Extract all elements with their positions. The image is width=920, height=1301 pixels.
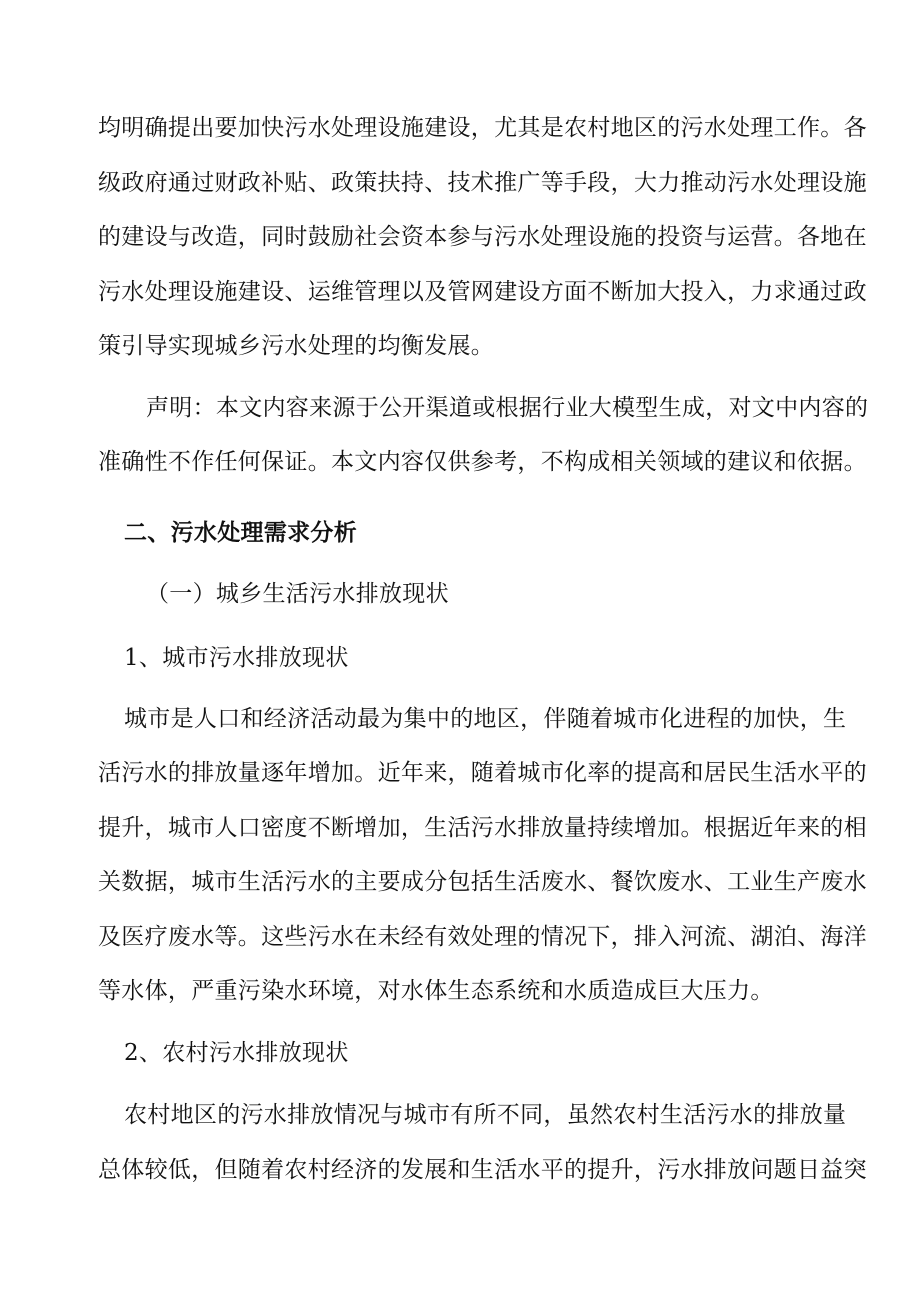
paragraph-line: 及医疗废水等。这些污水在未经有效处理的情况下，排入河流、湖泊、海洋 bbox=[98, 924, 867, 950]
paragraph-line: 关数据，城市生活污水的主要成分包括生活废水、餐饮废水、工业生产废水 bbox=[98, 869, 867, 895]
paragraph-line: 提升，城市人口密度不断增加，生活污水排放量持续增加。根据近年来的相 bbox=[98, 815, 867, 841]
paragraph-line: 活污水的排放量逐年增加。近年来，随着城市化率的提高和居民生活水平的 bbox=[98, 760, 867, 786]
paragraph-line: 级政府通过财政补贴、政策扶持、技术推广等手段，大力推动污水处理设施 bbox=[98, 170, 867, 196]
paragraph-line: 策引导实现城乡污水处理的均衡发展。 bbox=[98, 333, 495, 359]
item-heading: 2、农村污水排放现状 bbox=[124, 1040, 349, 1066]
paragraph-line: 均明确提出要加快污水处理设施建设，尤其是农村地区的污水处理工作。各 bbox=[98, 115, 867, 141]
paragraph-line: 总体较低，但随着农村经济的发展和生活水平的提升，污水排放问题日益突 bbox=[98, 1157, 867, 1183]
paragraph-line: 城市是人口和经济活动最为集中的地区，伴随着城市化进程的加快，生 bbox=[124, 706, 847, 732]
paragraph-line: 农村地区的污水排放情况与城市有所不同，虽然农村生活污水的排放量 bbox=[124, 1102, 847, 1128]
paragraph-line: 的建设与改造，同时鼓励社会资本参与污水处理设施的投资与运营。各地在 bbox=[98, 224, 867, 250]
paragraph-line: 准确性不作任何保证。本文内容仅供参考，不构成相关领域的建议和依据。 bbox=[98, 449, 867, 475]
item-heading: 1、城市污水排放现状 bbox=[124, 645, 349, 671]
section-heading: 二、污水处理需求分析 bbox=[124, 520, 357, 546]
paragraph-line: 污水处理设施建设、运维管理以及管网建设方面不断加大投入，力求通过政 bbox=[98, 279, 867, 305]
paragraph-line: 等水体，严重污染水环境，对水体生态系统和水质造成巨大压力。 bbox=[98, 978, 774, 1004]
paragraph-line: 声明：本文内容来源于公开渠道或根据行业大模型生成，对文中内容的 bbox=[146, 395, 869, 421]
subsection-heading: （一）城乡生活污水排放现状 bbox=[146, 581, 449, 607]
